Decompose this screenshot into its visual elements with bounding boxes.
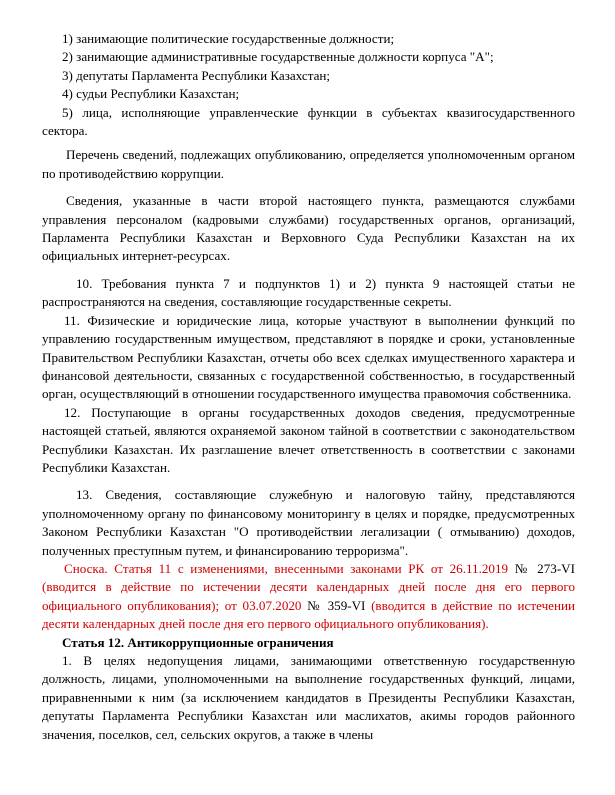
- list-item-5: 5) лица, исполняющие управленческие функции в субъектах квазигосударственного сектора.: [42, 104, 575, 139]
- note-part-1: Сноска. Статья 11 с изменениями, внесенными законами РК от 26.11.2019: [64, 560, 509, 576]
- paragraph-12: 12. Поступающие в органы государственных доходов сведения, предусмотренные настоящей статьей, являются охраняемой законом тайной в соответствии с законодательством Республики Казахстан. Их разглашение влечет ответственность в соответствии с законами Республики Казахстан.: [42, 404, 575, 475]
- list-item-1: 1) занимающие политические государственные должности;: [62, 31, 395, 46]
- paragraph-list-scope: Перечень сведений, подлежащих опубликованию, определяется уполномоченным органом по противодействию коррупции.: [42, 147, 575, 181]
- list-item-4: 4) судьи Республики Казахстан;: [62, 86, 240, 102]
- list-item-2: 2) занимающие административные государственные должности корпуса "А";: [62, 49, 494, 65]
- article-12-paragraph-1: 1. В целях недопущения лицами, занимающими ответственную государственную должность, лицами, уполномоченными на выполнение государственных функций, лицами, приравненными к ним (за исключением кандидатов в Президенты Республики Казахстан, депутаты Парламента Республики Казахстан или маслихатов, акимы городов районного значения, поселков, сел, сельских округов, а также в члены: [42, 653, 575, 742]
- note-part-3: (вводится в действие по истечении десяти календарных дней после дня его первого официального опубликования).: [42, 597, 575, 632]
- article-12-heading: Статья 12. Антикоррупционные ограничения: [62, 634, 334, 650]
- note-part-2: (вводится в действие по истечении десяти календарных дней после дня его первого официального опубликования); от 03.07.2020: [42, 579, 575, 613]
- paragraph-13: 13. Сведения, составляющие служебную и налоговую тайну, представляются уполномоченному органу по финансовому мониторингу в целях и порядке, предусмотренных Законом Республики Казахстан "О противодействии легализации ( отмыванию) доходов, полученных преступным путем, и финансированию терроризма".: [42, 487, 575, 558]
- paragraph-10: 10. Требования пункта 7 и подпунктов 1) и 2) пункта 9 настоящей статьи не распространяются на сведения, составляющие государственные секреты.: [42, 275, 575, 310]
- law-number-link-2[interactable]: № 359-VI: [301, 597, 372, 613]
- paragraph-info-posted: Сведения, указанные в части второй настоящего пункта, размещаются службами управления персоналом (кадровыми службами) государственных органов, организаций, Парламента Республики Казахстан и Верховного Суда Республики Казахстан на их официальных интернет-ресурсах.: [42, 193, 575, 264]
- paragraph-11: 11. Физические и юридические лица, которые участвуют в выполнении функций по управлению государственным имуществом, представляют в порядке и сроки, установленные Правительством Республики Казахстан, отчеты обо всех сделках имущественного характера и финансовой деятельности, связанных с государственной собственностью, в государственный орган, осуществляющий в отношении государственного имущества правомочия собственника.: [42, 312, 575, 402]
- law-number-link-1[interactable]: № 273-VI: [508, 560, 576, 576]
- amendment-note: [42, 560, 575, 634]
- list-item-3: 3) депутаты Парламента Республики Казахстан;: [62, 67, 331, 83]
